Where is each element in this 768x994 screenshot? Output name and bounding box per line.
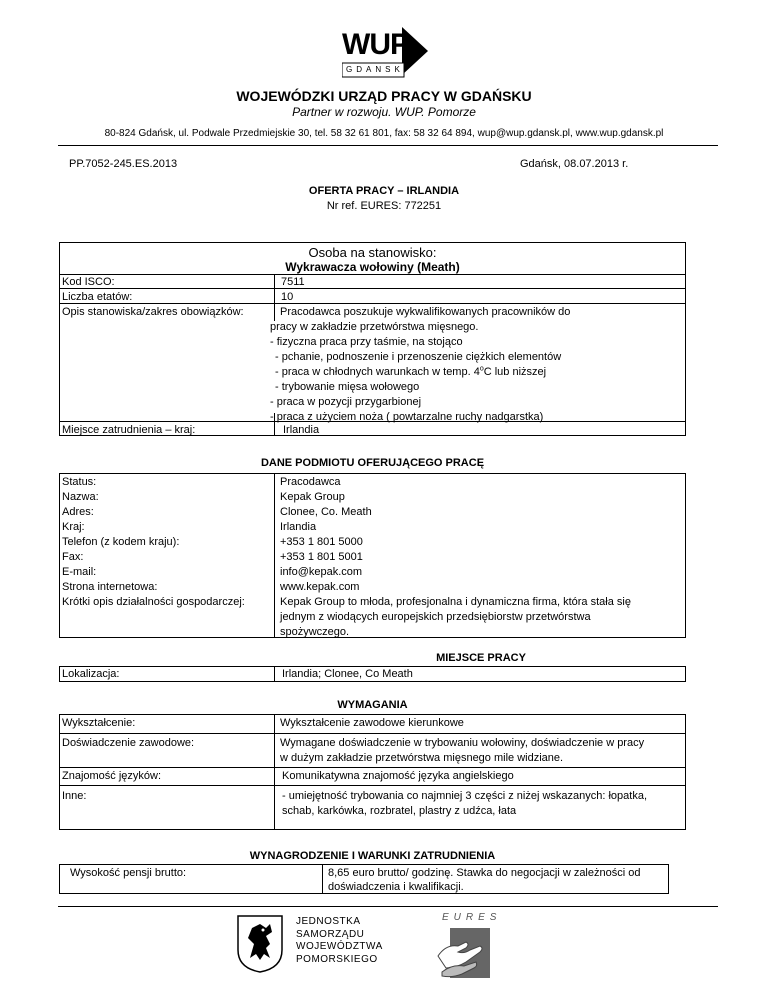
unit-line: POMORSKIEGO xyxy=(296,953,378,965)
location-label: Miejsce zatrudnienia – kraj: xyxy=(62,424,196,436)
employer-desc-line: Kepak Group to młoda, profesjonalna i dynamiczna firma, która stała się xyxy=(280,596,631,608)
unit-line: SAMORZĄDU xyxy=(296,928,365,940)
position-col-divider xyxy=(274,274,275,321)
requirements-col-divider xyxy=(274,714,275,830)
count-value: 10 xyxy=(281,291,294,303)
isco-label: Kod ISCO: xyxy=(62,276,115,288)
employer-email-value[interactable]: info@kepak.com xyxy=(280,566,363,578)
desc-line: - fizyczna praca przy taśmie, na stojąco xyxy=(270,336,463,348)
offer-title: OFERTA PRACY – IRLANDIA xyxy=(308,185,460,197)
desc-line: pracy w zakładzie przetwórstwa mięsnego. xyxy=(270,321,479,333)
unit-name xyxy=(296,916,383,966)
desc-line-temp xyxy=(275,365,546,380)
eures-logo xyxy=(436,912,502,980)
org-tagline: Partner w rozwoju. WUP. Pomorze xyxy=(292,105,476,119)
salary-heading: WYNAGRODZENIE I WARUNKI ZATRUDNIENIA xyxy=(249,850,496,862)
desc-temp-text: - praca w chłodnych warunkach w temp. 4 xyxy=(275,366,480,378)
workplace-value: Irlandia; Clonee, Co Meath xyxy=(282,668,413,680)
employer-website-value[interactable]: www.kepak.com xyxy=(280,581,360,593)
desc-temp-suffix: C lub niższej xyxy=(483,366,547,378)
pomorskie-emblem xyxy=(236,914,284,974)
employer-name-value: Kepak Group xyxy=(280,491,345,503)
desc-line: - praca z użyciem noża ( powtarzalne ruchy nadgarstka) xyxy=(270,411,544,423)
desc-line: - trybowanie mięsa wołowego xyxy=(275,381,420,393)
isco-divider xyxy=(59,288,686,289)
education-label: Wykształcenie: xyxy=(62,717,136,729)
other-line: - umiejętność trybowania co najmniej 3 części z niżej wskazanych: łopatka, xyxy=(282,790,647,802)
requirements-heading: WYMAGANIA xyxy=(337,699,408,711)
employer-fax-label: Fax: xyxy=(62,551,84,563)
salary-col-divider xyxy=(322,864,323,894)
contact-line: 80-824 Gdańsk, ul. Podwale Przedmiejskie 30, tel. 58 32 61 801, fax: 58 32 64 894, wup@wup.gdansk.pl, www.wup.gdansk.pl xyxy=(104,128,664,139)
wup-logo-text: WUP xyxy=(342,28,409,61)
position-title: Wykrawacza wołowiny (Meath) xyxy=(285,260,460,274)
count-label: Liczba etatów: xyxy=(62,291,133,303)
employer-website-label: Strona internetowa: xyxy=(62,581,158,593)
wup-logo xyxy=(342,25,430,79)
education-divider xyxy=(59,733,686,734)
employer-status-value: Pracodawca xyxy=(280,476,341,488)
other-label: Inne: xyxy=(62,790,87,802)
position-header-divider xyxy=(59,274,686,275)
salary-label: Wysokość pensji brutto: xyxy=(70,867,187,879)
griffin-emblem-icon xyxy=(236,914,284,974)
unit-line: WOJEWÓDZTWA xyxy=(296,941,383,952)
offer-ref: Nr ref. EURES: 772251 xyxy=(326,200,442,212)
experience-label: Doświadczenie zawodowe: xyxy=(62,737,195,749)
employer-phone-label: Telefon (z kodem kraju): xyxy=(62,536,180,548)
employer-country-value: Irlandia xyxy=(280,521,317,533)
employer-address-label: Adres: xyxy=(62,506,94,518)
employer-fax-value: +353 1 801 5001 xyxy=(280,551,363,563)
location-value: Irlandia xyxy=(283,424,320,436)
workplace-label: Lokalizacja: xyxy=(62,668,120,680)
eures-hands-icon xyxy=(436,924,492,980)
employer-heading: DANE PODMIOTU OFERUJĄCEGO PRACĘ xyxy=(260,457,485,469)
eures-text: EURES xyxy=(442,912,502,923)
employer-desc-label: Krótki opis działalności gospodarczej: xyxy=(62,596,245,608)
salary-line: doświadczenia i kwalifikacji. xyxy=(328,881,464,893)
employer-desc-line: spożywczego. xyxy=(280,626,350,638)
org-name: WOJEWÓDZKI URZĄD PRACY W GDAŃSKU xyxy=(236,88,532,104)
employer-name-label: Nazwa: xyxy=(62,491,99,503)
employer-col-divider xyxy=(274,473,275,638)
employer-status-label: Status: xyxy=(62,476,97,488)
place-date: Gdańsk, 08.07.2013 r. xyxy=(520,158,629,170)
employer-phone-value: +353 1 801 5000 xyxy=(280,536,363,548)
employer-address-value: Clonee, Co. Meath xyxy=(280,506,372,518)
desc-line: - praca w pozycji przygarbionej xyxy=(270,396,422,408)
ref-number: PP.7052-245.ES.2013 xyxy=(69,158,178,170)
workplace-heading: MIEJSCE PRACY xyxy=(436,652,526,664)
position-label: Osoba na stanowisko: xyxy=(308,245,437,260)
languages-label: Znajomość języków: xyxy=(62,770,162,782)
footer-rule xyxy=(58,906,718,907)
wup-logo-subtext: GDANSK xyxy=(346,65,404,74)
desc-label: Opis stanowiska/zakres obowiązków: xyxy=(62,306,244,318)
desc-line: Pracodawca poszukuje wykwalifikowanych pracowników do xyxy=(280,306,571,318)
experience-line: Wymagane doświadczenie w trybowaniu wołowiny, doświadczenie w pracy xyxy=(280,737,645,749)
unit-line: JEDNOSTKA xyxy=(296,916,361,927)
count-divider xyxy=(59,303,686,304)
languages-divider xyxy=(59,785,686,786)
education-value: Wykształcenie zawodowe kierunkowe xyxy=(280,717,464,729)
experience-divider xyxy=(59,767,686,768)
desc-line: - pchanie, podnoszenie i przenoszenie ciężkich elementów xyxy=(275,351,562,363)
temp-degree: o xyxy=(479,365,484,373)
isco-value: 7511 xyxy=(281,276,305,288)
header-rule xyxy=(58,145,718,146)
other-line: schab, karkówka, rozbratel, plastry z udźca, łata xyxy=(282,805,517,817)
experience-line: w dużym zakładzie przetwórstwa mięsnego mile widziane. xyxy=(280,752,564,764)
employer-desc-line: jednym z wiodących europejskich przedsiębiorstw przetwórstwa xyxy=(280,611,591,623)
languages-value: Komunikatywna znajomość języka angielskiego xyxy=(282,770,514,782)
salary-line: 8,65 euro brutto/ godzinę. Stawka do negocjacji w zależności od xyxy=(328,867,641,879)
employer-country-label: Kraj: xyxy=(62,521,85,533)
employer-email-label: E-mail: xyxy=(62,566,97,578)
workplace-col-divider xyxy=(274,666,275,682)
